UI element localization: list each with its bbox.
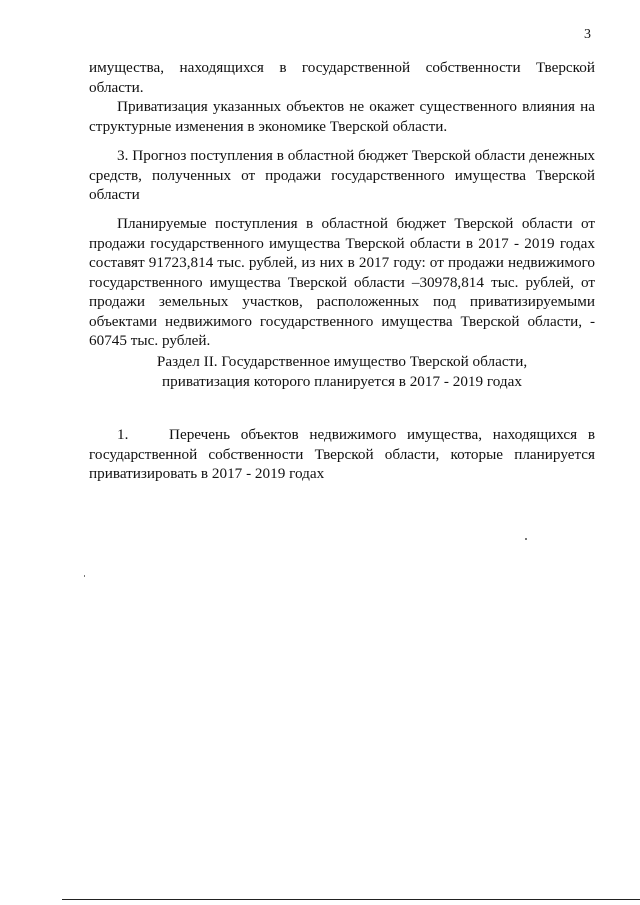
list-item-text: Перечень объектов недвижимого имущества, находящихся в государственной собственности Тверской области, которые планируется приватизировать в 2017 - 2019 годах — [89, 426, 595, 482]
paragraph-continuation: имущества, находящихся в государственной собственности Тверской области. — [89, 59, 595, 96]
section-ii-heading — [89, 352, 595, 391]
list-item-number: 1. — [117, 426, 129, 443]
scan-edge-line — [62, 899, 640, 900]
section-ii-heading-line1: Раздел II. Государственное имущество Тверской области, — [156, 353, 528, 370]
paragraph-planned-revenue: Планируемые поступления в областной бюджет Тверской области от продажи государственного имущества Тверской области в 2017 - 2019 годах составят 91723,814 тыс. рублей, из них в 2017 году: от продажи недвижимого государственного имущества Тверской области –30978,814 тыс. рублей, от продажи земельных участков, расположенных под приватизируемыми объектами недвижимого государственного имущества Тверской области, - 60745 тыс. рублей. — [89, 215, 595, 349]
scan-speck — [84, 575, 85, 577]
page-number: 3 — [584, 27, 591, 42]
section-ii-heading-line2: приватизация которого планируется в 2017 - 2019 годах — [162, 372, 522, 390]
scan-speck — [525, 538, 527, 540]
section-3-heading: 3. Прогноз поступления в областной бюджет Тверской области денежных средств, полученных от продажи государственного имущества Тверской области — [89, 147, 595, 203]
paragraph-privatization-impact: Приватизация указанных объектов не окажет существенного влияния на структурные изменения в экономике Тверской области. — [89, 98, 595, 135]
list-item-1 — [89, 425, 595, 484]
